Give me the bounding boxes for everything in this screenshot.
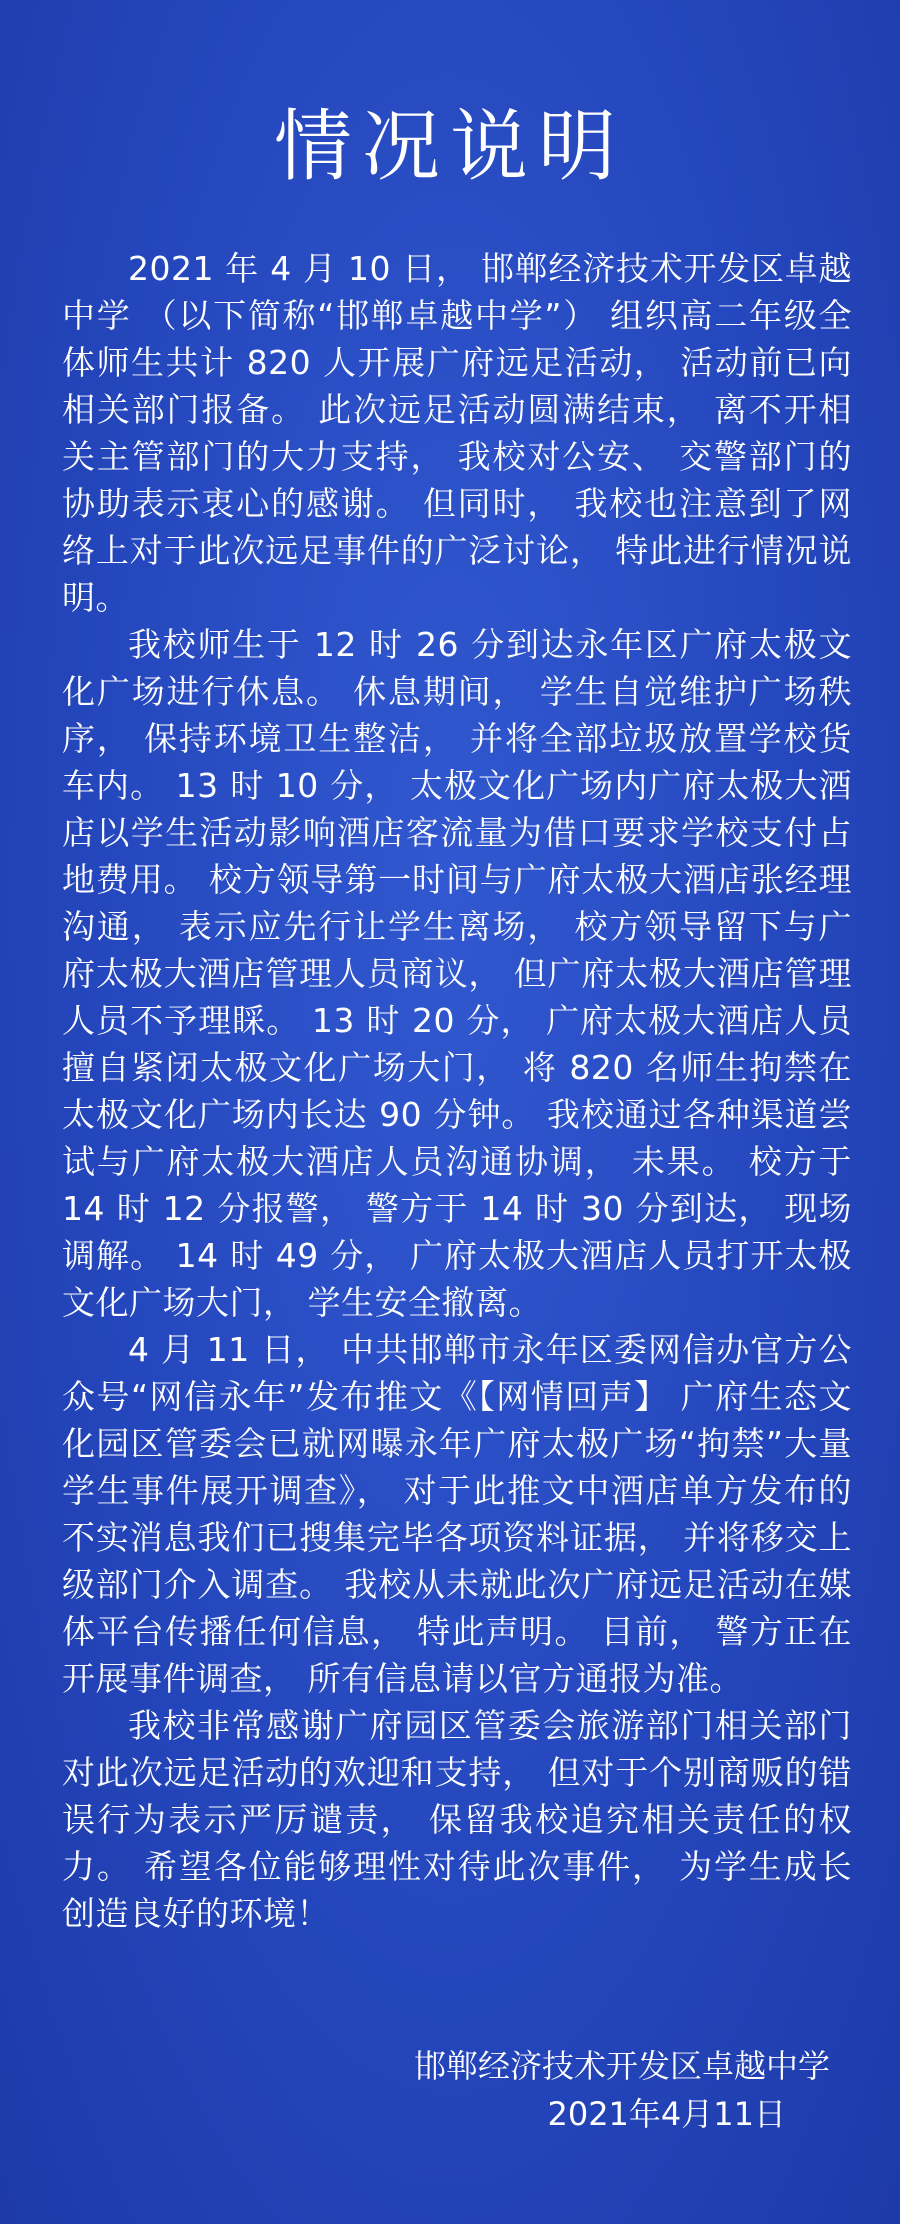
- document-body: [62, 245, 852, 1937]
- signature-block: [0, 2042, 830, 2138]
- signature-date: 2021年4月11日: [547, 2095, 786, 2133]
- paragraph-2: 我校师生于 12 时 26 分到达永年区广府太极文化广场进行休息。 休息期间， 学生自觉维护广场秩序， 保持环境卫生整洁， 并将全部垃圾放置学校货车内。 13 时 10 分， 太极文化广场内广府太极大酒店以学生活动影响酒店客流量为借口要求学校支付占地费用。 校方领导第一时间与广府太极大酒店张经理沟通， 表示应先行让学生离场， 校方领导留下与广府太极大酒店管理人员商议， 但广府太极大酒店管理人员不予理睬。 13 时 20 分， 广府太极大酒店人员擅自紧闭太极文化广场大门， 将 820 名师生拘禁在太极文化广场内长达 90 分钟。 我校通过各种渠道尝试与广府太极大酒店人员沟通协调， 未果。 校方于 14 时 12 分报警， 警方于 14 时 30 分到达， 现场调解。 14 时 49 分， 广府太极大酒店人员打开太极文化广场大门， 学生安全撤离。: [62, 625, 852, 1322]
- signature-organization: 邯郸经济技术开发区卓越中学: [413, 2047, 830, 2085]
- paragraph-4: 我校非常感谢广府园区管委会旅游部门相关部门对此次远足活动的欢迎和支持， 但对于个别商贩的错误行为表示严厉谴责， 保留我校追究相关责任的权力。 希望各位能够理性对待此次事件， 为学生成长创造良好的环境！: [62, 1706, 852, 1933]
- document-title: 情况说明: [273, 102, 626, 192]
- paragraph-1: 2021 年 4 月 10 日， 邯郸经济技术开发区卓越中学 （以下简称“邯郸卓越中学”） 组织高二年级全体师生共计 820 人开展广府远足活动， 活动前已向相关部门报备。 此次远足活动圆满结束， 离不开相关主管部门的大力支持， 我校对公安、 交警部门的协助表示衷心的感谢。 但同时， 我校也注意到了网络上对于此次远足事件的广泛讨论， 特此进行情况说明。: [62, 249, 852, 617]
- paragraph-3: 4 月 11 日， 中共邯郸市永年区委网信办官方公众号“网信永年”发布推文《【网情回声】 广府生态文化园区管委会已就网曝永年广府太极广场“拘禁”大量学生事件展开调查》， 对于此推文中酒店单方发布的不实消息我们已搜集完毕各项资料证据， 并将移交上级部门介入调查。 我校从未就此次广府远足活动在媒体平台传播任何信息， 特此声明。 目前， 警方正在开展事件调查， 所有信息请以官方通报为准。: [62, 1330, 852, 1698]
